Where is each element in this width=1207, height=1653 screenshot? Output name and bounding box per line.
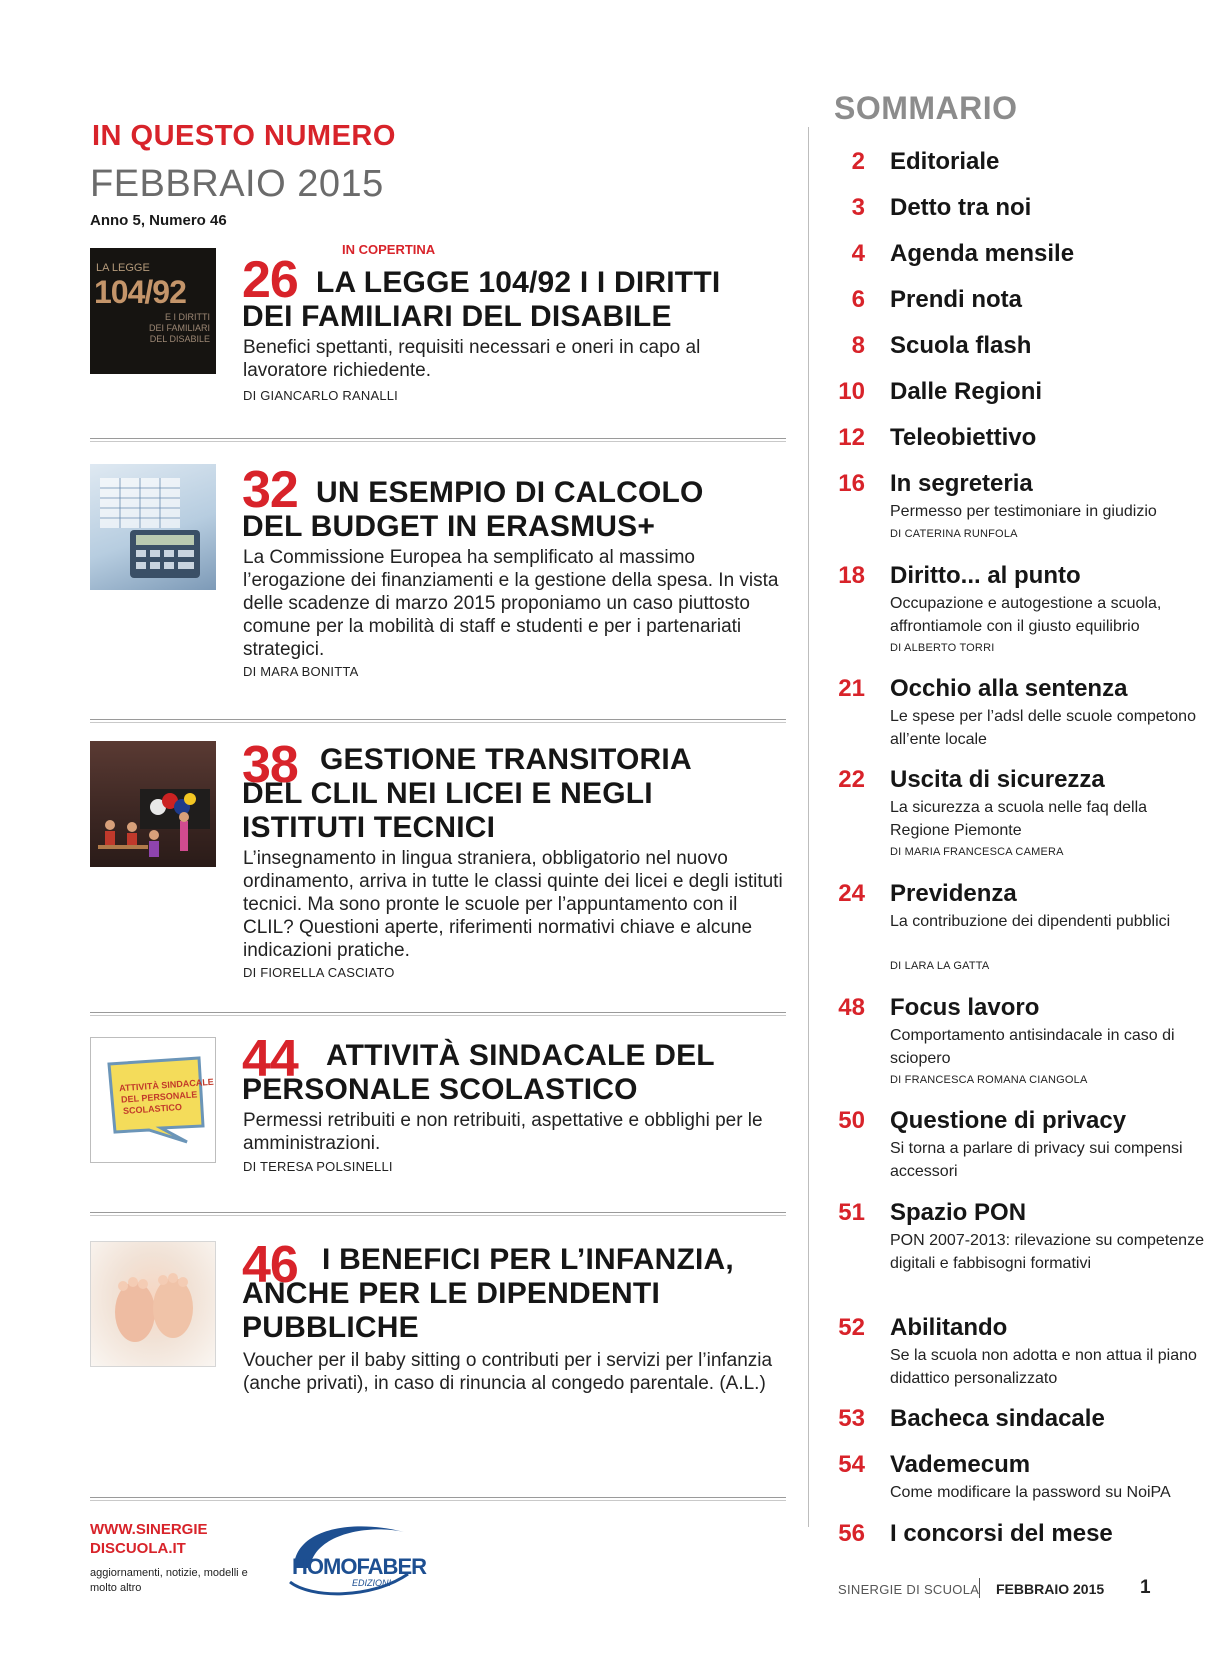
toc-page: 8 <box>851 332 865 359</box>
publisher-name: HOMOFABER <box>292 1554 426 1579</box>
toc-page: 51 <box>838 1199 865 1226</box>
article-title-line: PERSONALE SCOLASTICO <box>242 1073 638 1106</box>
toc-title-text: Questione di privacy <box>890 1107 1127 1134</box>
toc-title-text: I concorsi del mese <box>890 1520 1113 1547</box>
classroom-thumbnail <box>90 741 216 867</box>
article-title-line: DEL CLIL NEI LICEI E NEGLI <box>242 777 653 810</box>
toc-page: 24 <box>838 880 865 907</box>
article-author: DI MARA BONITTA <box>243 664 359 679</box>
article-description: Permessi retribuiti e non retribuiti, aspettative e obblighi per le amministrazioni. <box>243 1110 763 1154</box>
article-author: DI TERESA POLSINELLI <box>243 1159 393 1174</box>
toc-page: 48 <box>838 994 865 1021</box>
toc-title-text: Vademecum <box>890 1451 1031 1478</box>
toc-page: 56 <box>838 1520 865 1547</box>
toc-subtitle: Se la scuola non adotta e non attua il piano didattico personalizzato <box>890 1347 1197 1387</box>
toc-title-text: Teleobiettivo <box>890 424 1037 451</box>
toc-author: DI FRANCESCA ROMANA CIANGOLA <box>890 1074 1088 1086</box>
website-link[interactable] <box>90 1520 208 1558</box>
footer-divider <box>979 1578 980 1598</box>
toc-title-text: Diritto... al punto <box>890 562 1081 589</box>
article-divider <box>90 1212 786 1216</box>
toc-title-text: Detto tra noi <box>890 194 1032 221</box>
article-title[interactable] <box>242 266 802 334</box>
toc-page: 4 <box>851 240 865 267</box>
toc-subtitle: La contribuzione dei dipendenti pubblici <box>890 913 1171 930</box>
sidebar-divider <box>808 127 809 1527</box>
toc-title-text: Prendi nota <box>890 286 1023 313</box>
article-page-number: 32 <box>242 461 298 519</box>
baby-feet-icon <box>91 1242 215 1366</box>
article-divider <box>90 438 786 442</box>
toc-page: 54 <box>838 1451 865 1478</box>
toc-page: 50 <box>838 1107 865 1134</box>
section-heading: IN QUESTO NUMERO <box>92 120 396 152</box>
article-title[interactable] <box>242 1039 802 1107</box>
website-link-line: DISCUOLA.IT <box>90 1540 186 1557</box>
toc-title-text: In segreteria <box>890 470 1033 497</box>
article-32[interactable] <box>90 461 788 694</box>
toc-title-text: Previdenza <box>890 880 1017 907</box>
toc-title-text: Occhio alla sentenza <box>890 675 1128 702</box>
toc-page: 10 <box>838 378 865 405</box>
article-title-line: LA LEGGE 104/92 I I DIRITTI <box>316 266 721 299</box>
article-38[interactable] <box>90 736 788 1031</box>
article-divider <box>90 719 786 723</box>
toc-page: 16 <box>838 470 865 497</box>
toc-author: DI MARIA FRANCESCA CAMERA <box>890 846 1064 858</box>
toc-subtitle: Si torna a parlare di privacy sui compensi accessori <box>890 1140 1183 1180</box>
toc-title-text: Abilitando <box>890 1314 1008 1341</box>
article-44[interactable] <box>90 1030 788 1217</box>
article-description: Benefici spettanti, requisiti necessari e oneri in capo al lavoratore richiedente. <box>243 337 701 381</box>
thumb-text: SCOLASTICO <box>122 1101 183 1117</box>
website-tagline: aggiornamenti, notizie, modelli e molto altro <box>90 1567 248 1594</box>
article-title-line: DEL BUDGET IN ERASMUS+ <box>242 510 656 543</box>
article-divider <box>90 1012 786 1016</box>
article-26[interactable] <box>90 242 788 408</box>
article-kicker: IN COPERTINA <box>342 242 436 257</box>
toc-title-text: Agenda mensile <box>890 240 1075 267</box>
article-divider <box>90 1497 786 1501</box>
baby-feet-thumbnail <box>90 1241 216 1367</box>
article-title-line: ANCHE PER LE DIPENDENTI <box>242 1277 660 1310</box>
toc-title-text: Uscita di sicurezza <box>890 766 1105 793</box>
toc-subtitle: La sicurezza a scuola nelle faq della Regione Piemonte <box>890 799 1148 839</box>
article-title[interactable] <box>242 743 802 845</box>
article-title-line: UN ESEMPIO DI CALCOLO <box>316 476 704 509</box>
toc-author: DI CATERINA RUNFOLA <box>890 528 1018 540</box>
toc-subtitle: Comportamento antisindacale in caso di sciopero <box>890 1027 1175 1067</box>
issue-date: FEBBRAIO 2015 <box>90 163 384 205</box>
article-title-line: ISTITUTI TECNICI <box>242 811 496 844</box>
publisher-logo <box>280 1512 426 1600</box>
toc-page: 21 <box>838 675 865 702</box>
thumb-text: DEL DISABILE <box>149 334 210 344</box>
toc-title-text: Spazio PON <box>890 1199 1027 1226</box>
classroom-icon <box>90 741 216 867</box>
article-author: DI FIORELLA CASCIATO <box>243 965 395 980</box>
toc-author: DI LARA LA GATTA <box>890 960 990 972</box>
cover-thumbnail <box>90 248 216 374</box>
article-page-number: 44 <box>242 1030 298 1088</box>
thumb-text: 104/92 <box>94 274 186 310</box>
toc-page: 22 <box>838 766 865 793</box>
article-description: Voucher per il baby sitting o contributi per i servizi per l’infanzia (anche privati), in caso di rinuncia al congedo parentale. (A.L.) <box>243 1350 773 1394</box>
footer-date: FEBBRAIO 2015 <box>996 1581 1105 1597</box>
toc-title: SOMMARIO <box>834 90 1018 126</box>
toc-page: 52 <box>838 1314 865 1341</box>
thumb-text: DEL PERSONALE <box>120 1089 198 1105</box>
page-number: 1 <box>1140 1577 1151 1598</box>
thumb-text: ATTIVITÀ SINDACALE <box>118 1076 215 1094</box>
thumb-text: DEI FAMILIARI <box>148 323 210 333</box>
article-title-line: DEI FAMILIARI DEL DISABILE <box>242 300 672 333</box>
toc-title-text: Scuola flash <box>890 332 1032 359</box>
article-page-number: 38 <box>242 736 298 794</box>
article-title-line: GESTIONE TRANSITORIA <box>320 743 692 776</box>
toc-title-text: Focus lavoro <box>890 994 1040 1021</box>
article-author: DI GIANCARLO RANALLI <box>243 388 398 403</box>
toc-page: 3 <box>851 194 865 221</box>
toc-page: 53 <box>838 1405 865 1432</box>
toc-page: 6 <box>851 286 865 313</box>
magazine-name: SINERGIE DI SCUOLA <box>838 1582 980 1597</box>
issue-number: Anno 5, Numero 46 <box>90 212 227 229</box>
thumb-text: E I DIRITTI <box>165 312 210 322</box>
toc-subtitle: PON 2007-2013: rilevazione su competenze digitali e fabbisogni formativi <box>890 1232 1204 1272</box>
website-link-line: WWW.SINERGIE <box>90 1521 208 1538</box>
article-46[interactable] <box>90 1236 788 1481</box>
article-title-line: PUBBLICHE <box>242 1311 419 1344</box>
toc-author: DI ALBERTO TORRI <box>890 642 995 654</box>
calculator-thumbnail <box>90 464 216 590</box>
article-title[interactable] <box>242 1243 802 1345</box>
article-page-number: 46 <box>242 1236 298 1294</box>
publisher-sub: EDIZIONI <box>352 1578 392 1588</box>
article-title-line: I BENEFICI PER L’INFANZIA, <box>322 1243 734 1276</box>
toc-subtitle: Occupazione e autogestione a scuola, affrontiamole con il giusto equilibrio <box>890 595 1162 635</box>
article-description: La Commissione Europea ha semplificato al massimo l’erogazione dei finanziamenti e la gestione della spesa. In vista delle scadenze di marzo 2015 proponiamo un caso piuttosto comune per la mobilità di staff e studenti e per i partenariati strategici. <box>243 547 779 660</box>
toc-page: 2 <box>851 148 865 175</box>
union-thumbnail <box>90 1037 216 1163</box>
article-title[interactable] <box>242 476 802 544</box>
article-page-number: 26 <box>242 251 298 309</box>
article-title-line: ATTIVITÀ SINDACALE DEL <box>326 1039 715 1072</box>
toc-title-text: Dalle Regioni <box>890 378 1043 405</box>
calculator-icon <box>90 464 216 590</box>
toc-title-text: Bacheca sindacale <box>890 1405 1105 1432</box>
toc-page: 18 <box>838 562 865 589</box>
toc-subtitle: Come modificare la password su NoiPA <box>890 1484 1171 1501</box>
thumb-text: LA LEGGE <box>96 262 150 274</box>
toc-page: 12 <box>838 424 865 451</box>
toc-title-text: Editoriale <box>890 148 1000 175</box>
toc-subtitle: Le spese per l’adsl delle scuole competono all’ente locale <box>890 708 1196 748</box>
article-description: L’insegnamento in lingua straniera, obbligatorio nel nuovo ordinamento, arriva in tutte le classi quinte dei licei e degli istituti tecnici. Ma sono pronte le scuole per l’appuntamento con il CLIL? Questioni aperte, riferimenti normativi chiave e alcune indicazioni pratiche. <box>243 848 783 961</box>
toc-subtitle: Permesso per testimoniare in giudizio <box>890 503 1157 520</box>
